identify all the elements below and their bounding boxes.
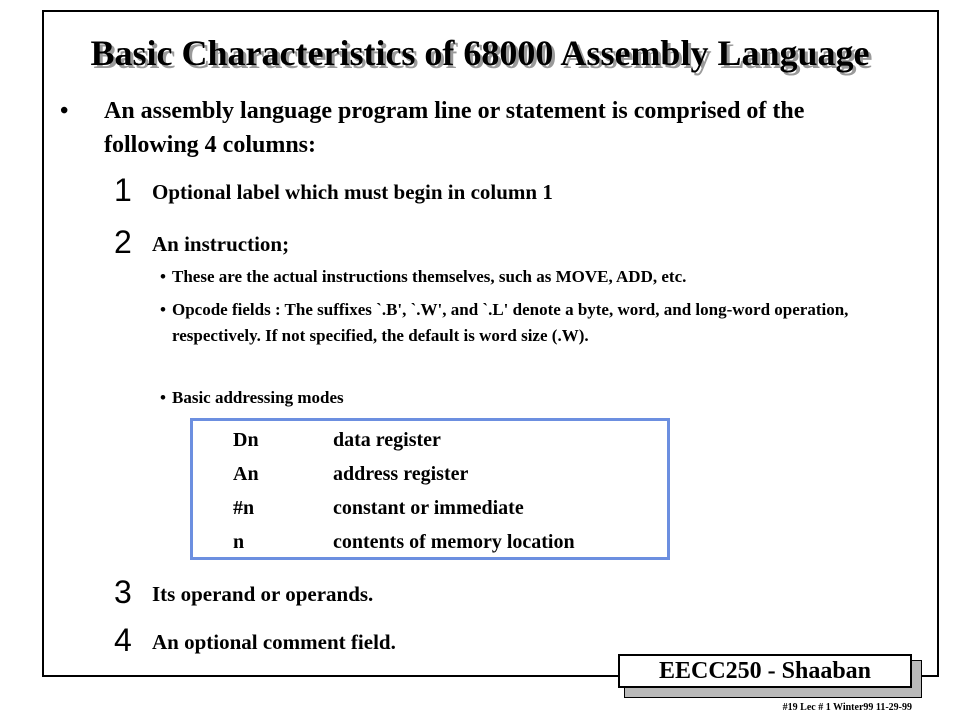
mode-code: #n <box>233 497 255 519</box>
addressing-modes-box <box>190 418 670 560</box>
slide-title: Basic Characteristics of 68000 Assembly Language <box>90 33 870 73</box>
column-text: Its operand or operands. <box>152 582 374 606</box>
column-number: 4 <box>114 622 132 658</box>
footer-label: EECC250 - Shaaban <box>618 654 912 688</box>
sub-bullet-text: Opcode fields : The suffixes `.B', `.W', and `.L' denote a byte, word, and long-word operation, respectively. If not specified, the default is word size (.W). <box>172 300 849 345</box>
mode-description: contents of memory location <box>333 531 575 553</box>
column-number: 2 <box>114 224 132 260</box>
mode-description: data register <box>333 429 441 451</box>
sub-bullet-marker: • <box>160 388 166 407</box>
column-text: Optional label which must begin in column 1 <box>152 180 553 204</box>
column-number: 1 <box>114 172 132 208</box>
column-number: 3 <box>114 574 132 610</box>
sub-bullet-marker: • <box>160 267 166 286</box>
column-text: An optional comment field. <box>152 630 396 654</box>
main-bullet-text: An assembly language program line or statement is comprised of the following 4 columns: <box>104 98 805 158</box>
mode-description: constant or immediate <box>333 497 524 519</box>
mode-description: address register <box>333 463 469 485</box>
mode-code: Dn <box>233 429 259 451</box>
sub-bullet-marker: • <box>160 300 166 319</box>
mode-code: An <box>233 463 259 485</box>
sub-bullet-text: Basic addressing modes <box>172 388 344 407</box>
mode-code: n <box>233 531 245 553</box>
sub-bullet-text: These are the actual instructions themselves, such as MOVE, ADD, etc. <box>172 267 687 286</box>
footnote: #19 Lec # 1 Winter99 11-29-99 <box>782 702 912 713</box>
bullet-marker: • <box>60 98 69 124</box>
column-text: An instruction; <box>152 232 290 256</box>
